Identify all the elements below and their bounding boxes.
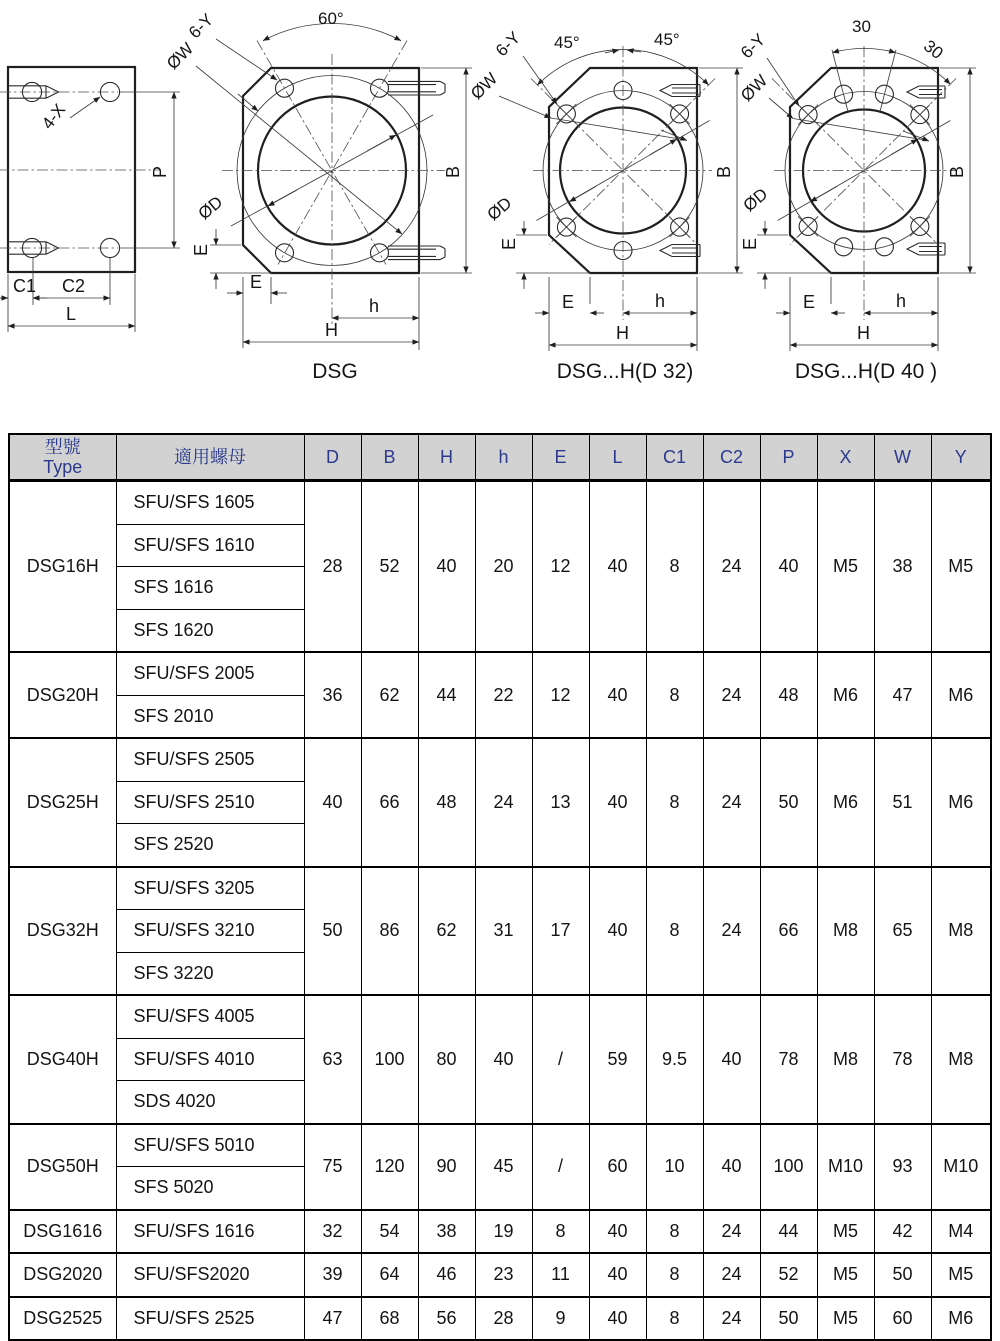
value-cell: M8: [817, 867, 874, 996]
dim-label-6y: 6-Y: [737, 30, 770, 63]
value-cell: 60: [589, 1124, 646, 1210]
nut-cell: SFS 2010: [116, 695, 304, 738]
table-row: [9, 481, 991, 525]
technical-drawings: [0, 0, 1000, 433]
drawing-dsg-h40: [737, 17, 976, 383]
value-cell: 62: [418, 867, 475, 996]
value-cell: 48: [418, 738, 475, 867]
table-row: [9, 1253, 991, 1297]
nut-cell: SFU/SFS 1610: [116, 524, 304, 567]
value-cell: 40: [760, 481, 817, 653]
nut-cell: SFS 3220: [116, 952, 304, 995]
value-cell: 11: [532, 1253, 589, 1297]
dim-label-30-right: 30: [920, 36, 947, 63]
col-header-P: P: [760, 434, 817, 481]
drawing-title-dsg-h32: DSG...H(D 32): [556, 360, 694, 383]
dim-label-h: h: [655, 291, 666, 311]
spec-table: [8, 433, 992, 1341]
drawing-dsg: [163, 9, 472, 383]
nut-cell: SFU/SFS 1605: [116, 481, 304, 525]
table-row: [9, 1210, 991, 1254]
value-cell: 20: [475, 481, 532, 653]
value-cell: 40: [304, 738, 361, 867]
dim-label-h: h: [369, 296, 380, 316]
dim-label-ow: ØW: [467, 69, 502, 104]
value-cell: 40: [475, 995, 532, 1124]
dim-label-c2: C2: [62, 276, 86, 296]
value-cell: 40: [589, 738, 646, 867]
value-cell: 40: [589, 1297, 646, 1341]
value-cell: 40: [589, 652, 646, 738]
value-cell: /: [532, 1124, 589, 1210]
value-cell: 40: [703, 995, 760, 1124]
value-cell: M5: [931, 1253, 991, 1297]
value-cell: M6: [931, 652, 991, 738]
nut-cell: SFU/SFS 2005: [116, 652, 304, 695]
nut-cell: SFS 1616: [116, 567, 304, 610]
col-header-X: X: [817, 434, 874, 481]
value-cell: 12: [532, 481, 589, 653]
value-cell: M5: [817, 481, 874, 653]
value-cell: 50: [874, 1253, 931, 1297]
dim-label-e-bottom: E: [562, 292, 575, 312]
nut-cell: SFU/SFS 2525: [116, 1297, 304, 1341]
dim-label-od: ØD: [194, 192, 227, 224]
nut-cell: SFS 5020: [116, 1167, 304, 1210]
dim-label-6y: 6-Y: [185, 10, 218, 43]
value-cell: 100: [361, 995, 418, 1124]
value-cell: 44: [760, 1210, 817, 1254]
dim-label-ow: ØW: [163, 39, 198, 74]
value-cell: M6: [931, 1297, 991, 1341]
dim-label-6y: 6-Y: [492, 28, 525, 61]
value-cell: 52: [760, 1253, 817, 1297]
value-cell: 31: [475, 867, 532, 996]
value-cell: 40: [589, 1253, 646, 1297]
model-cell: DSG32H: [9, 867, 116, 996]
value-cell: 8: [532, 1210, 589, 1254]
value-cell: 38: [874, 481, 931, 653]
value-cell: 32: [304, 1210, 361, 1254]
set-screw-icon: [388, 81, 445, 259]
dim-label-b: B: [714, 165, 734, 178]
drawings-svg: [0, 0, 1000, 433]
nut-cell: SFU/SFS 3210: [116, 910, 304, 953]
model-cell: DSG2525: [9, 1297, 116, 1341]
value-cell: 66: [760, 867, 817, 996]
table-row: [9, 1297, 991, 1341]
nut-cell: SFS 1620: [116, 609, 304, 652]
value-cell: M10: [931, 1124, 991, 1210]
value-cell: 24: [703, 1253, 760, 1297]
value-cell: 8: [646, 867, 703, 996]
dim-label-30-top: 30: [852, 17, 871, 36]
value-cell: M5: [817, 1297, 874, 1341]
dim-label-e-side: E: [740, 237, 760, 250]
value-cell: 47: [874, 652, 931, 738]
value-cell: 17: [532, 867, 589, 996]
col-header-C1: C1: [646, 434, 703, 481]
nut-cell: SFU/SFS 5010: [116, 1124, 304, 1167]
col-header-E: E: [532, 434, 589, 481]
dim-label-c1: C1: [13, 276, 37, 296]
value-cell: 8: [646, 1253, 703, 1297]
model-cell: DSG20H: [9, 652, 116, 738]
dim-label-e-side: E: [191, 243, 211, 256]
nut-cell: SFU/SFS 4005: [116, 995, 304, 1038]
col-header-nut: 適用螺母: [116, 434, 304, 481]
value-cell: 23: [475, 1253, 532, 1297]
table-row: [9, 738, 991, 781]
dim-label-od: ØD: [739, 184, 772, 216]
dim-label-h: h: [896, 291, 907, 311]
value-cell: 9.5: [646, 995, 703, 1124]
value-cell: 78: [760, 995, 817, 1124]
value-cell: M5: [817, 1210, 874, 1254]
value-cell: M6: [931, 738, 991, 867]
value-cell: M6: [817, 652, 874, 738]
dim-label-h-total: H: [325, 320, 338, 340]
nut-cell: SFU/SFS 1616: [116, 1210, 304, 1254]
dim-label-h-total: H: [857, 323, 870, 343]
value-cell: 50: [304, 867, 361, 996]
nut-cell: SDS 4020: [116, 1081, 304, 1124]
value-cell: M8: [817, 995, 874, 1124]
dim-label-od: ØD: [483, 193, 516, 225]
value-cell: 64: [361, 1253, 418, 1297]
dim-label-l: L: [66, 304, 77, 324]
col-header-W: W: [874, 434, 931, 481]
table-row: [9, 867, 991, 910]
value-cell: 66: [361, 738, 418, 867]
value-cell: 19: [475, 1210, 532, 1254]
value-cell: 50: [760, 1297, 817, 1341]
value-cell: 60: [874, 1297, 931, 1341]
col-header-H: H: [418, 434, 475, 481]
value-cell: 24: [703, 481, 760, 653]
model-cell: DSG40H: [9, 995, 116, 1124]
col-header-type: 型號 Type: [9, 434, 116, 481]
value-cell: 24: [703, 1297, 760, 1341]
value-cell: 62: [361, 652, 418, 738]
value-cell: 8: [646, 481, 703, 653]
value-cell: 51: [874, 738, 931, 867]
value-cell: 78: [874, 995, 931, 1124]
value-cell: 22: [475, 652, 532, 738]
dim-label-b: B: [947, 165, 967, 178]
value-cell: 39: [304, 1253, 361, 1297]
value-cell: M8: [931, 995, 991, 1124]
value-cell: 10: [646, 1124, 703, 1210]
value-cell: 100: [760, 1124, 817, 1210]
col-header-C2: C2: [703, 434, 760, 481]
value-cell: M4: [931, 1210, 991, 1254]
dim-label-e-bottom: E: [803, 292, 816, 312]
value-cell: 86: [361, 867, 418, 996]
value-cell: 8: [646, 1210, 703, 1254]
value-cell: 50: [760, 738, 817, 867]
value-cell: 8: [646, 652, 703, 738]
nut-cell: SFU/SFS 3205: [116, 867, 304, 910]
value-cell: 40: [589, 1210, 646, 1254]
value-cell: 54: [361, 1210, 418, 1254]
value-cell: 13: [532, 738, 589, 867]
value-cell: 28: [304, 481, 361, 653]
value-cell: 93: [874, 1124, 931, 1210]
value-cell: 24: [703, 738, 760, 867]
value-cell: 65: [874, 867, 931, 996]
spec-table-body: [9, 481, 991, 1341]
value-cell: 24: [703, 652, 760, 738]
model-cell: DSG50H: [9, 1124, 116, 1210]
dim-label-e-side: E: [499, 237, 519, 250]
value-cell: 38: [418, 1210, 475, 1254]
nut-cell: SFU/SFS 2505: [116, 738, 304, 781]
value-cell: M5: [817, 1253, 874, 1297]
model-cell: DSG16H: [9, 481, 116, 653]
drawing-title-dsg-h40: DSG...H(D 40 ): [794, 360, 938, 383]
col-header-h: h: [475, 434, 532, 481]
dim-label-p: P: [150, 165, 170, 178]
drawing-side-view: [0, 67, 180, 332]
value-cell: 80: [418, 995, 475, 1124]
dim-label-e-bottom: E: [250, 272, 263, 292]
value-cell: 42: [874, 1210, 931, 1254]
value-cell: 12: [532, 652, 589, 738]
value-cell: 40: [589, 481, 646, 653]
spec-table-head: [9, 434, 991, 481]
value-cell: 40: [703, 1124, 760, 1210]
value-cell: 36: [304, 652, 361, 738]
value-cell: M5: [931, 481, 991, 653]
value-cell: 90: [418, 1124, 475, 1210]
model-cell: DSG25H: [9, 738, 116, 867]
value-cell: 48: [760, 652, 817, 738]
nut-cell: SFS 2520: [116, 824, 304, 867]
value-cell: M8: [931, 867, 991, 996]
col-header-L: L: [589, 434, 646, 481]
dim-label-b: B: [443, 165, 463, 178]
value-cell: 40: [589, 867, 646, 996]
value-cell: 8: [646, 1297, 703, 1341]
header-row: [9, 434, 991, 481]
value-cell: 46: [418, 1253, 475, 1297]
dim-label-ow: ØW: [737, 71, 772, 106]
drawing-dsg-h32: [467, 28, 743, 383]
value-cell: 40: [418, 481, 475, 653]
dim-label-45-left: 45°: [554, 33, 580, 52]
col-header-B: B: [361, 434, 418, 481]
col-header-Y: Y: [931, 434, 991, 481]
col-header-D: D: [304, 434, 361, 481]
value-cell: 59: [589, 995, 646, 1124]
value-cell: 28: [475, 1297, 532, 1341]
drawing-title-dsg: DSG: [312, 360, 358, 383]
value-cell: M10: [817, 1124, 874, 1210]
value-cell: 8: [646, 738, 703, 867]
nut-cell: SFU/SFS 4010: [116, 1038, 304, 1081]
table-row: [9, 1124, 991, 1167]
value-cell: 52: [361, 481, 418, 653]
value-cell: 24: [703, 867, 760, 996]
table-row: [9, 652, 991, 695]
value-cell: 47: [304, 1297, 361, 1341]
table-row: [9, 995, 991, 1038]
value-cell: 24: [703, 1210, 760, 1254]
dim-label-h-total: H: [616, 323, 629, 343]
value-cell: 75: [304, 1124, 361, 1210]
value-cell: 120: [361, 1124, 418, 1210]
value-cell: 63: [304, 995, 361, 1124]
dim-label-4x: 4-X: [38, 100, 70, 133]
value-cell: 45: [475, 1124, 532, 1210]
value-cell: /: [532, 995, 589, 1124]
value-cell: 68: [361, 1297, 418, 1341]
nut-cell: SFU/SFS2020: [116, 1253, 304, 1297]
value-cell: 44: [418, 652, 475, 738]
dim-label-60: 60°: [318, 9, 344, 28]
value-cell: M6: [817, 738, 874, 867]
value-cell: 24: [475, 738, 532, 867]
dim-label-45-right: 45°: [654, 30, 680, 49]
value-cell: 56: [418, 1297, 475, 1341]
nut-cell: SFU/SFS 2510: [116, 781, 304, 824]
model-cell: DSG2020: [9, 1253, 116, 1297]
value-cell: 9: [532, 1297, 589, 1341]
model-cell: DSG1616: [9, 1210, 116, 1254]
